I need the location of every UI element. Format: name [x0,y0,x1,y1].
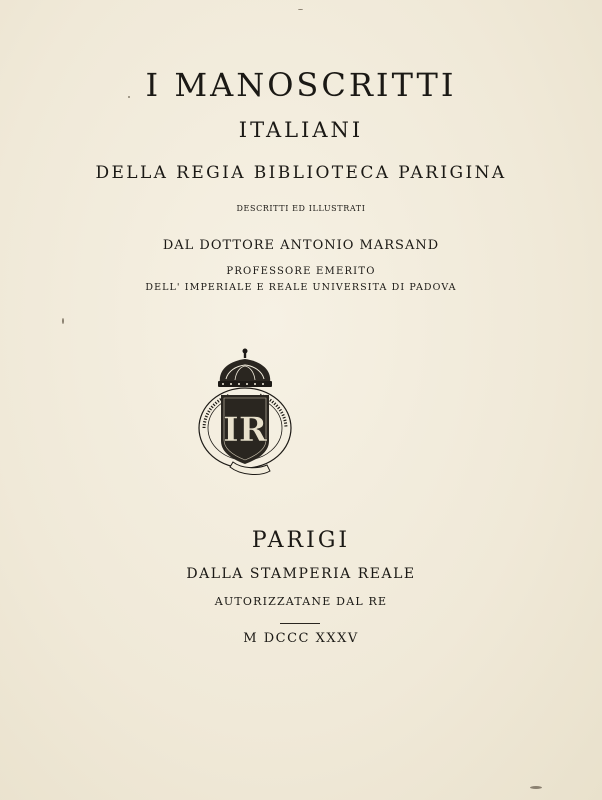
imprint-publisher: DALLA STAMPERIA REALE [186,566,416,582]
subtitle: DESCRITTI ED ILLUSTRATI [236,204,366,213]
author-affiliation: DELL' IMPERIALE E REALE UNIVERSITA DI PADOVA [145,282,457,293]
title-line-3: DELLA REGIA BIBLIOTECA PARIGINA [95,163,507,183]
paper-speck [128,96,130,98]
title-line-1: I MANOSCRITTI [145,66,457,104]
author-role: PROFESSORE EMERITO [226,266,376,277]
paper-speck [298,9,303,10]
imprint-authorization: AUTORIZZATANE DAL RE [214,595,388,608]
svg-text:IR: IR [222,410,268,450]
paper-speck [62,318,64,324]
paper-speck [530,786,542,789]
title-line-2: ITALIANI [238,118,364,142]
imprint-city: PARIGI [251,528,351,553]
royal-crest-icon [190,345,300,480]
imprint-year: M DCCC XXXV [243,631,359,646]
divider [280,623,320,624]
author-name: DAL DOTTORE ANTONIO MARSAND [162,238,440,253]
